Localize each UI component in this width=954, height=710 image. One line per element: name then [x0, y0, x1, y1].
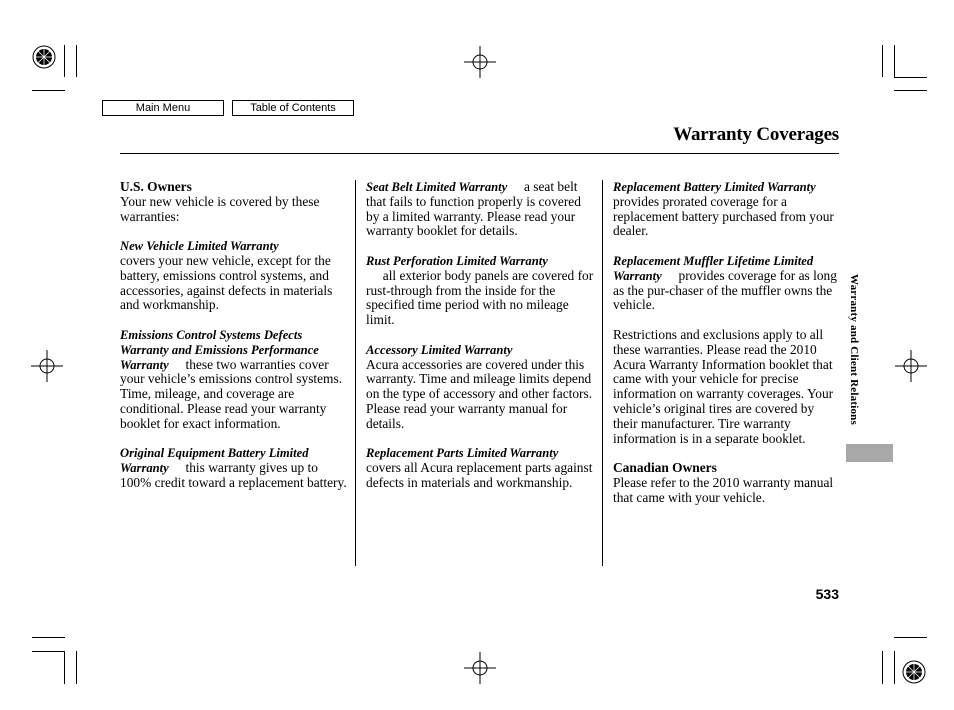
- warranty-description: this warranty gives up to 100% credit toward a replacement battery.: [120, 460, 347, 490]
- crop-mark: [882, 651, 883, 684]
- side-tab-marker: [846, 444, 893, 462]
- warranty-description: Acura accessories are covered under this warranty. Time and mileage limits depend on the type of accessory and other factors. Please read your warranty manual for details.: [366, 356, 593, 431]
- section-heading: Canadian Owners: [613, 460, 717, 476]
- warranty-description: all exterior body panels are covered for rust-through from the inside for the specified time period with no mileage limit.: [366, 267, 594, 328]
- warranty-description: provides prorated coverage for a replacement battery purchased from your dealer.: [613, 193, 834, 239]
- paragraph-text: Please refer to the 2010 warranty manual that came with your vehicle.: [613, 474, 834, 505]
- column-3: [613, 180, 841, 520]
- warranty-title: Replacement Muffler Lifetime Limited Warranty: [613, 253, 814, 283]
- warranty-item: [613, 180, 841, 239]
- crop-mark: [32, 651, 65, 652]
- warranty-item: [366, 254, 594, 328]
- canadian-owners-section: [613, 461, 841, 505]
- crop-mark: [882, 45, 883, 77]
- warranty-title: Replacement Parts Limited Warranty: [366, 446, 559, 461]
- crosshair-bottom: [464, 652, 496, 684]
- warranty-title: Accessory Limited Warranty: [366, 342, 513, 357]
- crop-mark: [32, 90, 65, 91]
- table-of-contents-button[interactable]: Table of Contents: [232, 100, 354, 116]
- warranty-item: [613, 254, 841, 313]
- us-owners-section: [120, 180, 348, 224]
- warranty-item: [366, 446, 594, 490]
- crosshair-left: [31, 350, 63, 382]
- warranty-title: Rust Perforation Limited Warranty: [366, 253, 548, 268]
- warranty-item: [366, 343, 594, 432]
- warranty-item: [120, 446, 348, 490]
- page-title: Warranty Coverages: [673, 124, 839, 145]
- crop-mark: [894, 637, 927, 638]
- crop-mark: [76, 651, 77, 684]
- paragraph-text: Your new vehicle is covered by these warranties:: [120, 193, 320, 224]
- registration-mark-bottom-right: [902, 660, 926, 684]
- crosshair-top: [464, 46, 496, 78]
- crop-mark: [64, 651, 65, 684]
- crop-mark: [32, 637, 65, 638]
- crop-mark: [894, 77, 927, 78]
- warranty-item: [120, 239, 348, 313]
- registration-mark-top-left: [32, 45, 56, 69]
- warranty-description: covers your new vehicle, except for the battery, emissions control systems, and accessories, against defects in materials and workmanship.: [120, 252, 333, 313]
- crop-mark: [76, 45, 77, 77]
- warranty-description: a seat belt that fails to function properly is covered by a limited warranty. Please read your warranty booklet for details.: [366, 179, 581, 239]
- column-1: [120, 180, 348, 506]
- column-divider: [602, 180, 603, 566]
- warranty-description: these two warranties cover your vehicle’s emissions control systems. Time, mileage, and coverage are conditional. Please read your warranty booklet for exact information.: [120, 356, 343, 431]
- crop-mark: [64, 45, 65, 77]
- crop-mark: [894, 90, 927, 91]
- warranty-item: [120, 328, 348, 432]
- main-menu-button[interactable]: Main Menu: [102, 100, 224, 116]
- warranty-description: covers all Acura replacement parts against defects in materials and workmanship.: [366, 460, 593, 490]
- page-number: 533: [815, 586, 839, 602]
- warranty-title: Original Equipment Battery Limited Warranty: [120, 446, 309, 476]
- warranty-title: New Vehicle Limited Warranty: [120, 239, 279, 254]
- restrictions-paragraph: Restrictions and exclusions apply to all these warranties. Please read the 2010 Acura Warranty Information booklet that came with your vehicle for precise information on warranty coverages. Your vehicle’s original tires are covered by their manufacturer. Tire warranty information is in a separate booklet.: [613, 326, 834, 446]
- crop-mark: [894, 651, 895, 684]
- warranty-title: Emissions Control Systems Defects Warranty and Emissions Performance Warranty: [120, 327, 319, 372]
- side-tab-label: Warranty and Client Relations: [848, 274, 860, 425]
- warranty-item: [366, 180, 594, 239]
- warranty-title: Seat Belt Limited Warranty: [366, 180, 508, 194]
- column-divider: [355, 180, 356, 566]
- crosshair-right: [895, 350, 927, 382]
- warranty-title: Replacement Battery Limited Warranty: [613, 180, 816, 194]
- crop-mark: [894, 45, 895, 77]
- section-heading: U.S. Owners: [120, 179, 192, 194]
- warranty-description: provides coverage for as long as the pur-chaser of the muffler owns the vehicle.: [613, 267, 837, 313]
- title-divider: [120, 153, 839, 154]
- column-2: [366, 180, 594, 506]
